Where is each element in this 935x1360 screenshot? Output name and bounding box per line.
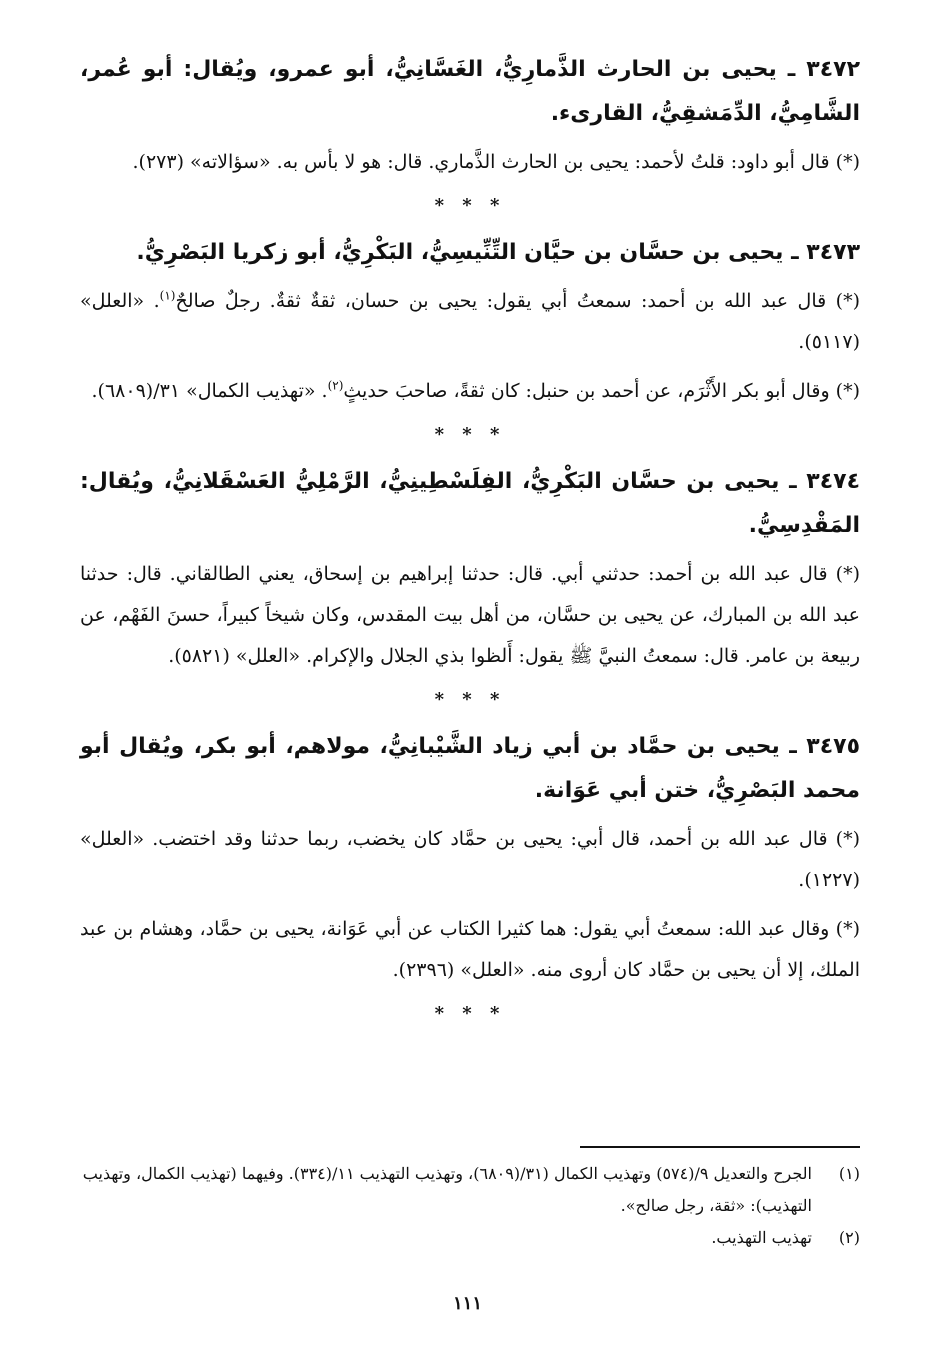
section-separator: * * * [434,424,506,445]
entry-paragraph: (*) قال أبو داود: قلتُ لأحمد: يحيى بن الحارث الذَّماري. قال: هو لا بأس به. «سؤالاته» (٢٧٣). [132,151,860,173]
section-separator: * * * [434,689,506,710]
citation: . «العلل» (٥١١٧). [80,290,860,353]
footnote-1 [80,1158,860,1222]
section-separator: * * * [434,195,506,216]
section-separator: * * * [434,1003,506,1024]
footnote-number: (١) [838,1164,860,1183]
footnotes [80,1158,860,1254]
paragraph-text: (*) وقال أبو بكر الأَثْرَم، عن أحمد بن حنبل: كان ثقةً، صاحبَ حديثٍ [343,380,860,402]
entry-title-3474: ٣٤٧٤ ـ يحيى بن حسَّان البَكْرِيُّ، الفِلَسْطِينِيُّ، الرَّمْلِيُّ العَسْقَلانِيُّ، ويُقال: المَقْدِسِيُّ. [80,469,860,538]
entry-paragraph: (*) وقال عبد الله: سمعتُ أبي يقول: هما كثيرا الكتاب عن أبي عَوَانة، يحيى بن حمَّاد، وهشام بن عبد الملك، إلا أن يحيى بن حمَّاد كان أروى منه. «العلل» (٢٣٩٦). [80,918,860,981]
footnote-text: الجرح والتعديل ٩/(٥٧٤) وتهذيب الكمال (٣١/(٦٨٠٩)، وتهذيب التهذيب ١١/(٣٣٤). وفيهما (تهذيب الكمال، وتهذيب التهذيب): «ثقة، رجل صالح». [82,1164,812,1215]
entry-paragraph [80,281,860,363]
entry-title-3472: ٣٤٧٢ ـ يحيى بن الحارث الذَّمارِيُّ، الغَسَّانِيُّ، أبو عمرو، ويُقال: أبو عُمر، الشَّامِيُّ، الدِّمَشقِيُّ، القارىء. [80,57,860,126]
entry-paragraph: (*) قال عبد الله بن أحمد: حدثني أبي. قال: حدثنا إبراهيم بن إسحاق، يعني الطالقاني. قال: حدثنا عبد الله بن المبارك، عن يحيى بن حسَّان، من أهل بيت المقدس، وكان شيخاً كبيراً، حسنَ الفَهْم، عن ربيعة بن عامر. قال: سمعتُ النبيَّ ﷺ يقول: أَلظوا بذي الجلال والإكرام. «العلل» (٥٨٢١). [80,563,860,667]
entry-title-3475: ٣٤٧٥ ـ يحيى بن حمَّاد بن أبي زياد الشَّيْبانِيُّ، مولاهم، أبو بكر، ويُقال أبو محمد البَصْرِيُّ، ختن أبي عَوَانة. [80,734,860,803]
entry-title-3473: ٣٤٧٣ ـ يحيى بن حسَّان بن حيَّان التِّنِّيسِيُّ، البَكْرِيُّ، أبو زكريا البَصْرِيُّ. [136,240,860,265]
footnote-number: (٢) [838,1228,860,1247]
footnote-2 [80,1222,860,1254]
footnote-text: تهذيب التهذيب. [711,1228,812,1247]
entry-paragraph [80,371,860,412]
paragraph-text: (*) قال عبد الله بن أحمد: سمعتُ أبي يقول: يحيى بن حسان، ثقةٌ ثقةٌ. رجلٌ صالحٌ [175,290,860,312]
footnote-divider [580,1146,860,1148]
entry-paragraph: (*) قال عبد الله بن أحمد، قال أبي: يحيى بن حمَّاد كان يخضب، ربما حدثنا وقد اختضب. «العلل» (١٢٢٧). [80,828,860,891]
page-number: ١١١ [452,1293,482,1314]
footnote-ref-1[interactable]: (١) [159,288,176,303]
citation: . «تهذيب الكمال» ٣١/(٦٨٠٩). [91,380,328,402]
footnote-ref-2[interactable]: (٢) [327,378,344,393]
page-body [80,48,860,1039]
